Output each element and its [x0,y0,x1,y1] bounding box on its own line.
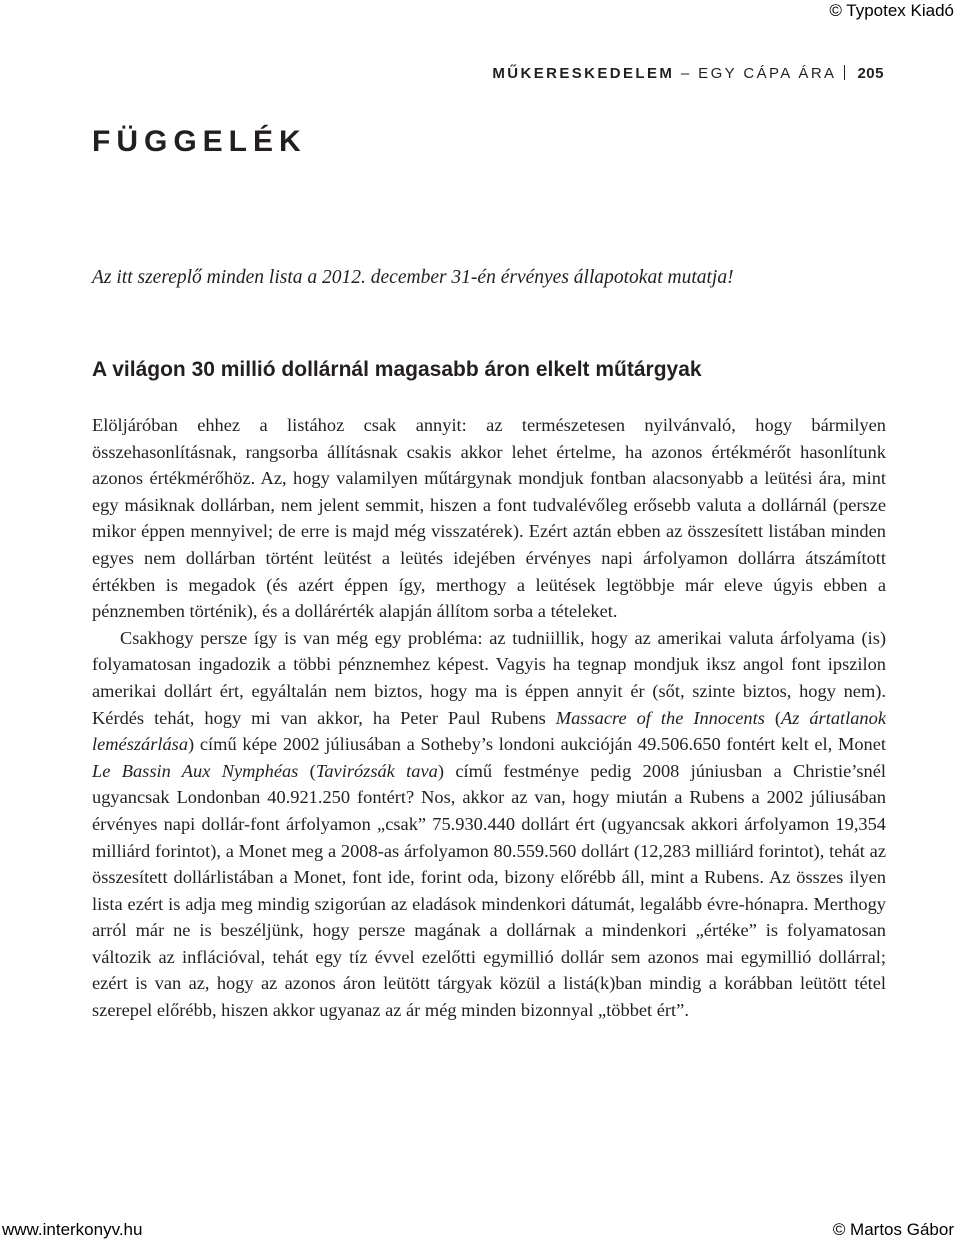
paragraph-2-part-4: ( [298,760,316,781]
artwork-title-monet: Le Bassin Aux Nymphéas [92,760,299,781]
paragraph-2-part-2: ( [764,707,781,728]
running-head-book-title: MŰKERESKEDELEM [492,65,675,82]
paragraph-1: Elöljáróban ehhez a listához csak annyit: az természetesen nyilvánvaló, hogy bármilyen összehasonlításnak, rangsorba állításnak csakis akkor lehet értelme, ha azonos értékmérőt hasonlítunk azonos értékmérőhöz. Az, hogy valamilyen műtárgynak mondjuk fontban alacsonyabb a leütési ára, mint egy másiknak dollárban, nem jelent semmit, hiszen a font tudvalévőleg erősebb valuta a dollárnál (persze mikor éppen mennyivel; de erre is majd még visszatérek). Ezért aztán ebben az összesített listában minden egyes nem dollárban történt leütést a leütés idejében érvényes napi árfolyamon dollárra átszámított értékben is megadok (és azért éppen így, merthogy a leütések legtöbbje már eleve úgyis ebben a pénznemben történik), és a dollárérték alapján állítom sorba a tételeket. [92,415,886,622]
body-text [92,412,886,1024]
website-link[interactable]: www.interkonyv.hu [2,1220,143,1239]
paragraph-2 [92,625,886,1024]
intro-note: Az itt szereplő minden lista a 2012. december 31-én érvényes állapotokat mutatja! [92,267,734,288]
author-copyright: © Martos Gábor [832,1220,954,1239]
running-head-subtitle: EGY CÁPA ÁRA [698,65,837,82]
paragraph-2-part-5: ) című festménye pedig 2008 júniusban a Christie’snél ugyancsak Londonban 40.921.250 fontért? Nos, akkor az van, hogy miután a Rubens a 2002 júliusában érvényes napi dollár-font árfolyamon „csak” 75.930.440 dollárt ért (ugyancsak akkori árfolyamon 19,354 milliárd forintot), a Monet meg a 2008-as árfolyamon 80.559.560 dollárt (12,283 milliárd forintot), tehát az összesített dollárlistában a Monet, font ide, forint oda, bizony előrébb áll, mint a Rubens. Az összes ilyen lista ezért is adja meg mindig szigorúan az eladások mindenkori dátumát, legalább évre-hónapra. Merthogy arról már ne is beszéljünk, hogy persze magának a dollárnak a mindenkori „értéke” is folyamatosan változik az inflációval, tehát egy tíz évvel ezelőtti egymillió dollár sem azonos mai egymillió dollárral; ezért is van az, hogy az azonos áron leütött tárgyak közül a listá(k)ban mindig a korábban leütött tétel szerepel előrébb, hiszen akkor ugyanaz az ár még minden bizonnyal „többet ért”. [92,760,886,1021]
publisher-copyright: © Typotex Kiadó [829,1,954,20]
running-head-dash: – [674,65,699,82]
section-heading: A világon 30 millió dollárnál magasabb áron elkelt műtárgyak [92,358,702,381]
artwork-title-rubens-hu: Az ártatlanok lemészárlása [92,707,886,755]
paragraph-2-part-3: ) című képe 2002 júliusában a Sotheby’s londoni aukcióján 49.506.650 fontért kelt el, Monet [188,734,886,755]
running-head-separator [844,65,845,80]
artwork-title-rubens: Massacre of the Innocents [555,707,765,728]
paragraph-2-part-1: Csakhogy persze így is van még egy probléma: az tudniillik, hogy az amerikai valuta árfolyama (is) folyamatosan ingadozik a többi pénznemhez képest. Vagyis ha tegnap mondjuk iksz angol font ipszilon amerikai dollárt ért, egyáltalán nem biztos, hogy ma is éppen annyit ér (sőt, szinte biztos, hogy nem). Kérdés tehát, hogy mi van akkor, ha Peter Paul Rubens [92,627,886,728]
page-number: 205 [857,65,884,82]
artwork-title-monet-hu: Tavirózsák tava [315,760,438,781]
chapter-title: FÜGGELÉK [92,125,307,158]
running-head [492,64,884,84]
